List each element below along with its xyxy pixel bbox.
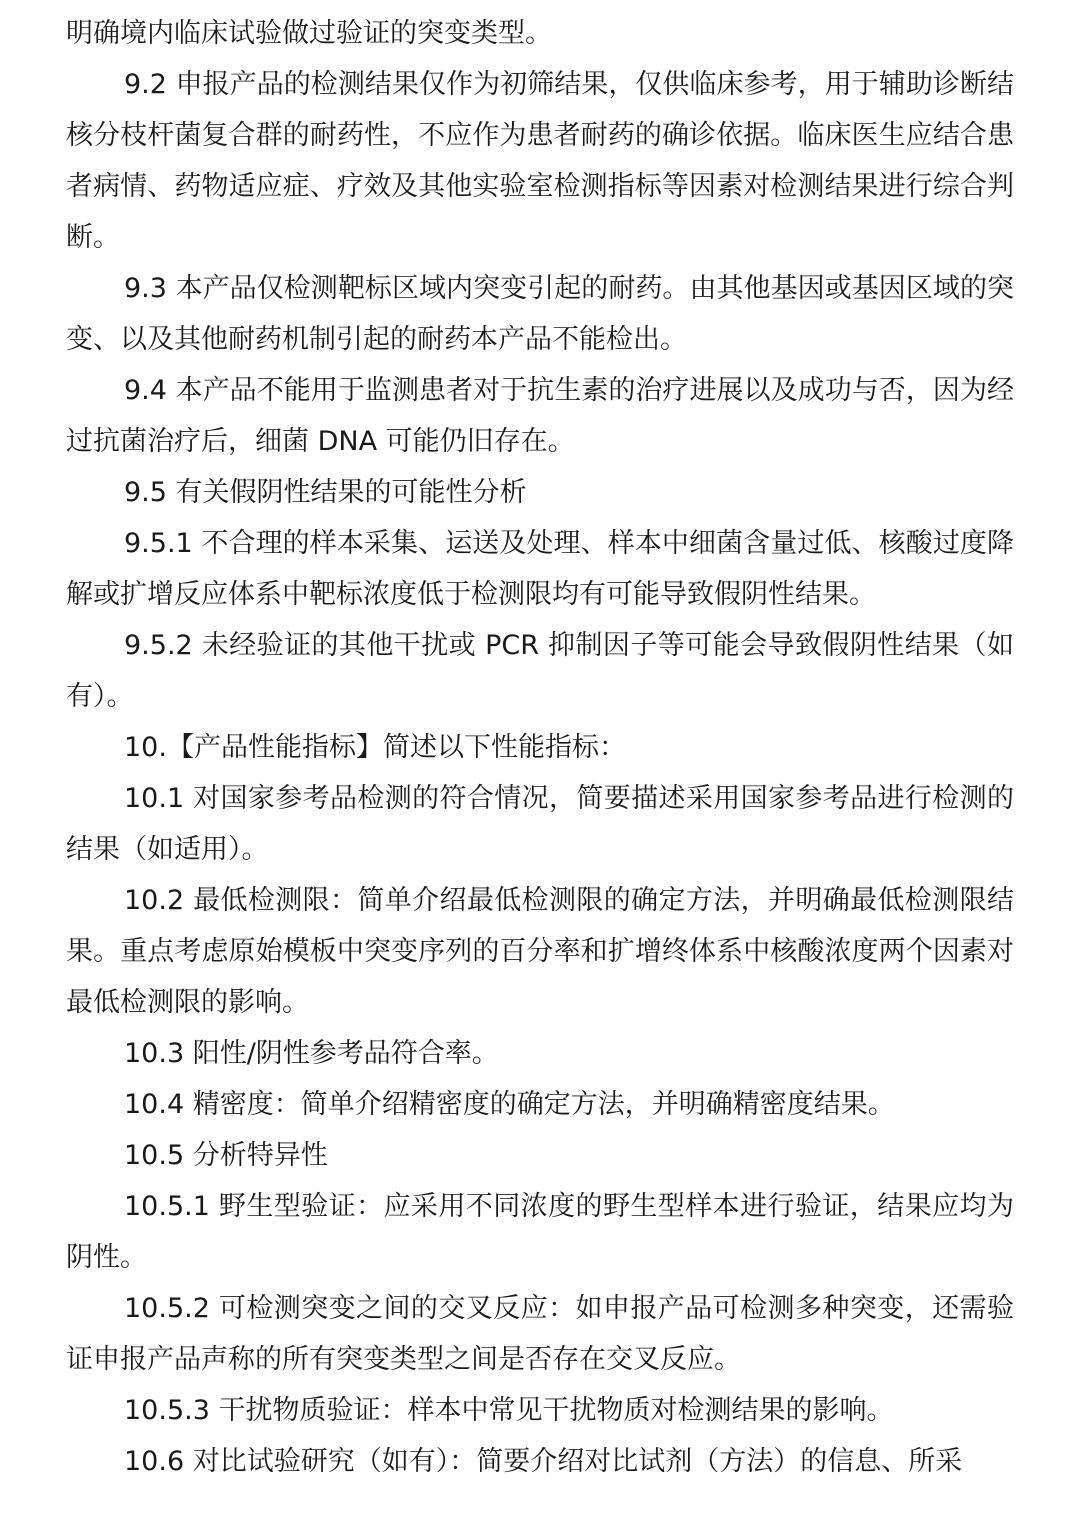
paragraph-10-5-2: 10.5.2 可检测突变之间的交叉反应：如申报产品可检测多种突变，还需验证申报产品声称的所有突变类型之间是否存在交叉反应。 — [66, 1293, 1014, 1375]
paragraph-10: 10.【产品性能指标】简述以下性能指标： — [124, 732, 626, 763]
paragraph-9-2: 9.2 申报产品的检测结果仅作为初筛结果，仅供临床参考，用于辅助诊断结核分枝杆菌复合群的耐药性，不应作为患者耐药的确诊依据。临床医生应结合患者病情、药物适应症、疗效及其他实验室检测指标等因素对检测结果进行综合判断。 — [66, 69, 1014, 253]
paragraph-10-6: 10.6 对比试验研究（如有）：简要介绍对比试剂（方法）的信息、所采 — [124, 1446, 963, 1477]
paragraph-10-1: 10.1 对国家参考品检测的符合情况，简要描述采用国家参考品进行检测的结果（如适用）。 — [66, 783, 1014, 865]
paragraph-10-3: 10.3 阳性/阴性参考品符合率。 — [124, 1038, 499, 1069]
paragraph-10-5-3: 10.5.3 干扰物质验证：样本中常见干扰物质对检测结果的影响。 — [124, 1395, 894, 1426]
paragraph-9-3: 9.3 本产品仅检测靶标区域内突变引起的耐药。由其他基因或基因区域的突变、以及其他耐药机制引起的耐药本产品不能检出。 — [66, 273, 1014, 355]
paragraph-1: 明确境内临床试验做过验证的突变类型。 — [66, 18, 552, 49]
paragraph-9-5-1: 9.5.1 不合理的样本采集、运送及处理、样本中细菌含量过低、核酸过度降解或扩增反应体系中靶标浓度低于检测限均有可能导致假阴性结果。 — [66, 528, 1014, 610]
paragraph-9-4: 9.4 本产品不能用于监测患者对于抗生素的治疗进展以及成功与否，因为经过抗菌治疗后，细菌 DNA 可能仍旧存在。 — [66, 375, 1014, 457]
paragraph-10-5-1: 10.5.1 野生型验证：应采用不同浓度的野生型样本进行验证，结果应均为阴性。 — [66, 1191, 1014, 1273]
paragraph-9-5: 9.5 有关假阴性结果的可能性分析 — [124, 477, 527, 508]
paragraph-9-5-2: 9.5.2 未经验证的其他干扰或 PCR 抑制因子等可能会导致假阴性结果（如有）。 — [66, 630, 1014, 712]
paragraph-10-5: 10.5 分析特异性 — [124, 1140, 328, 1171]
paragraph-10-2: 10.2 最低检测限：简单介绍最低检测限的确定方法，并明确最低检测限结果。重点考虑原始模板中突变序列的百分率和扩增终体系中核酸浓度两个因素对最低检测限的影响。 — [66, 885, 1014, 1018]
paragraph-10-4: 10.4 精密度：简单介绍精密度的确定方法，并明确精密度结果。 — [124, 1089, 895, 1120]
